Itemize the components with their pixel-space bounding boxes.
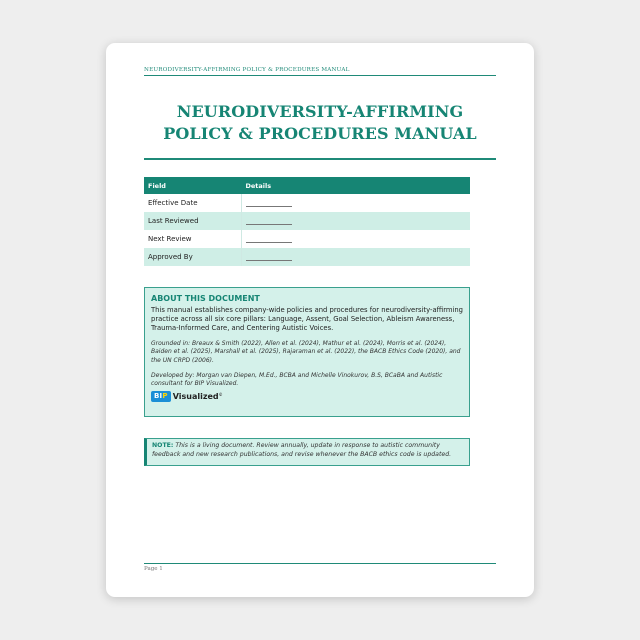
details-blank[interactable] <box>242 194 471 212</box>
blank-line <box>246 206 292 207</box>
page-title <box>144 101 496 145</box>
document-page <box>106 43 534 597</box>
table-row <box>144 194 470 212</box>
title-line-1: NEURODIVERSITY-AFFIRMING <box>176 102 464 121</box>
blank-line <box>246 224 292 225</box>
table-header-row <box>144 177 470 194</box>
logo-wordmark: Visualized© <box>172 391 223 401</box>
table-row <box>144 230 470 248</box>
logo-badge: BI P <box>151 391 171 402</box>
about-body: This manual establishes company-wide policies and procedures for neurodiversity-affirming practice across all six core pillars: Language, Assent, Goal Selection, Ableism Awareness, Trauma-Informed Care, and Centering Autistic Voices. <box>151 306 463 332</box>
title-line-2: POLICY & PROCEDURES MANUAL <box>163 124 477 143</box>
details-blank[interactable] <box>242 212 471 230</box>
table-row <box>144 248 470 266</box>
note-text: This is a living document. Review annually, update in response to autistic community feedback and new research publications, and revise whenever the BACB ethics code is updated. <box>152 442 452 458</box>
about-grounded: Grounded in: Breaux & Smith (2022), Allen et al. (2024), Mathur et al. (2024), Morris et al. (2024), Baiden et al. (2025), Marshall et al. (2025), Rajaraman et al. (2022), the BACB Ethics Code (2020), and the UN CRPD (2006). <box>151 340 461 364</box>
about-developed: Developed by: Morgan van Diepen, M.Ed., BCBA and Michelle Vinokurov, B.S, BCaBA and Autistic consultant for BIP Visualized. <box>151 371 443 388</box>
field-label: Approved By <box>144 248 242 266</box>
running-header: NEURODIVERSITY-AFFIRMING POLICY & PROCEDURES MANUAL <box>144 67 496 76</box>
field-label: Effective Date <box>144 194 242 212</box>
table-row <box>144 212 470 230</box>
field-label: Last Reviewed <box>144 212 242 230</box>
field-label: Next Review <box>144 230 242 248</box>
column-header-field: Field <box>144 177 242 194</box>
details-blank[interactable] <box>242 230 471 248</box>
blank-line <box>246 260 292 261</box>
details-blank[interactable] <box>242 248 471 266</box>
title-divider <box>144 158 496 160</box>
column-header-details: Details <box>242 177 471 194</box>
page-number: Page 1 <box>144 566 163 572</box>
note-label: NOTE: <box>152 442 174 449</box>
footer-divider <box>144 563 496 564</box>
note-box <box>144 438 470 466</box>
document-info-table <box>144 177 470 266</box>
bip-visualized-logo <box>151 389 463 403</box>
about-document-box <box>144 287 470 417</box>
blank-line <box>246 242 292 243</box>
about-title: ABOUT THIS DOCUMENT <box>151 294 260 303</box>
